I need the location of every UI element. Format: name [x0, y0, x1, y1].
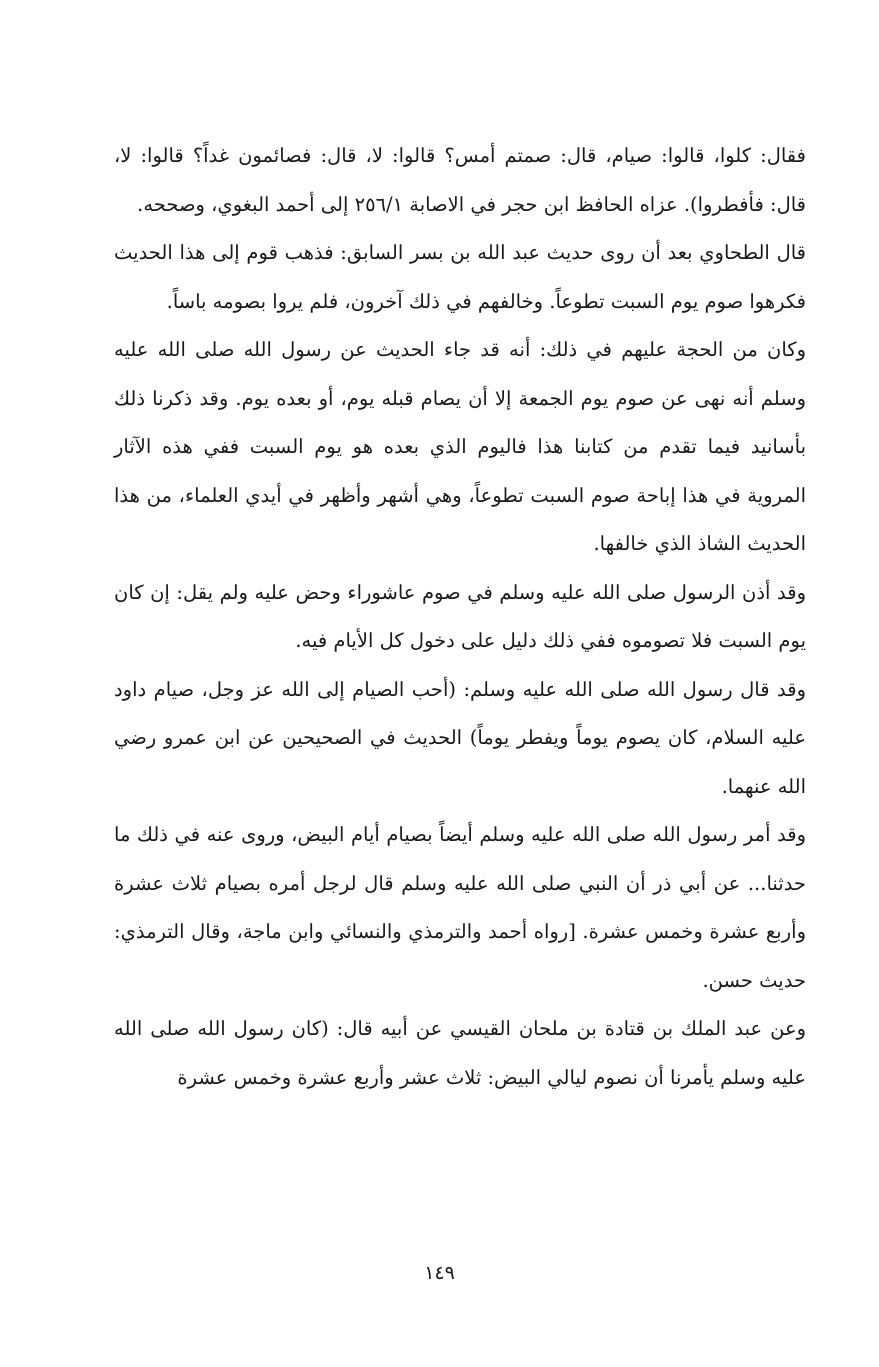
page-body-text — [114, 132, 806, 1102]
paragraph-5: وقد قال رسول الله صلى الله عليه وسلم: (أحب الصيام إلى الله عز وجل، صيام داود عليه السلام، كان يصوم يوماً ويفطر يوماً) الحديث في الصحيحين عن ابن عمرو رضي الله عنهما. — [114, 677, 806, 798]
paragraph-4: وقد أذن الرسول صلى الله عليه وسلم في صوم عاشوراء وحض عليه ولم يقل: إن كان يوم السبت فلا تصوموه ففي ذلك دليل على دخول كل الأيام فيه. — [114, 580, 806, 652]
page-number: ١٤٩ — [424, 1262, 455, 1284]
paragraph-2: قال الطحاوي بعد أن روى حديث عبد الله بن بسر السابق: فذهب قوم إلى هذا الحديث فكرهوا صوم يوم السبت تطوعاً. وخالفهم في ذلك آخرون، فلم يروا بصومه باساً. — [114, 241, 806, 313]
paragraph-6: وقد أمر رسول الله صلى الله عليه وسلم أيضاً بصيام أيام البيض، وروى عنه في ذلك ما حدثنا... عن أبي ذر أن النبي صلى الله عليه وسلم قال لرجل أمره بصيام ثلاث عشرة وأربع عشرة وخمس عشرة. [رواه أحمد والترمذي والنسائي وابن ماجة، وقال الترمذي: حديث حسن. — [114, 823, 806, 992]
paragraph-7: وعن عبد الملك بن قتادة بن ملحان القيسي عن أبيه قال: (كان رسول الله صلى الله عليه وسلم يأمرنا أن نصوم ليالي البيض: ثلاث عشر وأربع عشرة وخمس عشرة — [114, 1017, 806, 1089]
paragraph-3: وكان من الحجة عليهم في ذلك: أنه قد جاء الحديث عن رسول الله صلى الله عليه وسلم أنه نهى عن صوم يوم الجمعة إلا أن يصام قبله يوم، أو بعده يوم. وقد ذكرنا ذلك بأسانيد فيما تقدم من كتابنا هذا فاليوم الذي بعده هو يوم السبت ففي هذه الآثار المروية في هذا إباحة صوم السبت تطوعاً، وهي أشهر وأظهر في أيدي العلماء، من هذا الحديث الشاذ الذي خالفها. — [114, 338, 806, 555]
paragraph-1: فقال: كلوا، قالوا: صيام، قال: صمتم أمس؟ قالوا: لا، قال: فصائمون غداً؟ قالوا: لا، قال: فأفطروا). عزاه الحافظ ابن حجر في الاصابة ٢٥٦/١ إلى أحمد البغوي، وصححه. — [114, 144, 806, 216]
